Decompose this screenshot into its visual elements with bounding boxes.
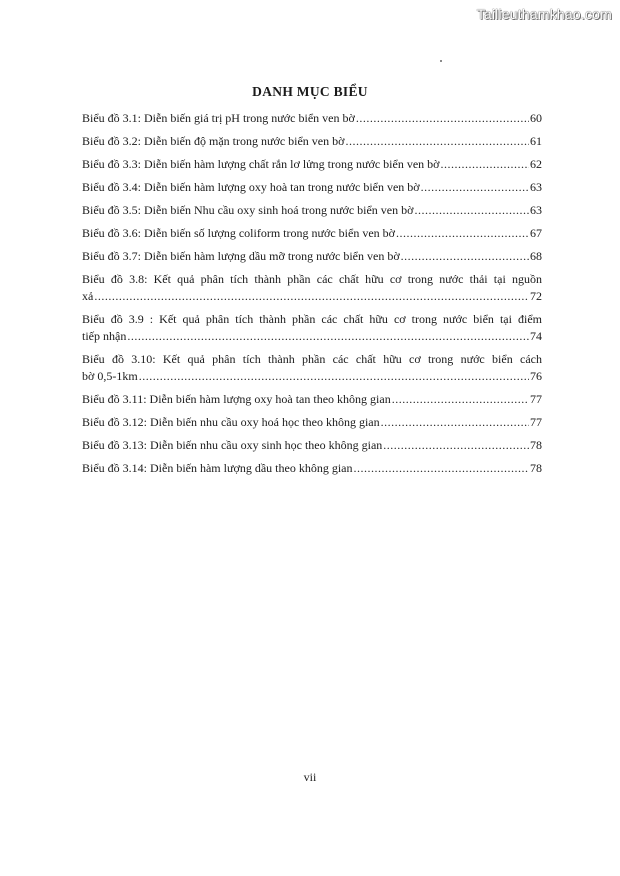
entry-page: 67 bbox=[530, 226, 542, 240]
entry-page: 77 bbox=[530, 392, 542, 406]
leader-dots bbox=[401, 248, 529, 265]
list-item[interactable] bbox=[82, 414, 542, 431]
entry-text-line-2: xả bbox=[82, 289, 94, 303]
watermark: Tailieuthamkhao.com bbox=[476, 6, 612, 22]
entry-page: 72 bbox=[530, 289, 542, 303]
entry-text: Biểu đồ 3.14: Diễn biến hàm lượng dầu theo không gian bbox=[82, 461, 353, 475]
entry-page: 78 bbox=[530, 461, 542, 475]
leader-dots bbox=[421, 179, 529, 196]
list-item[interactable] bbox=[82, 311, 542, 345]
entry-text: Biểu đồ 3.7: Diễn biến hàm lượng dầu mỡ trong nước biển ven bờ bbox=[82, 249, 400, 263]
leader-dots bbox=[396, 225, 529, 242]
leader-dots bbox=[441, 156, 530, 173]
entry-page: 76 bbox=[530, 369, 542, 383]
entry-page: 74 bbox=[530, 329, 542, 343]
entry-text: Biểu đồ 3.5: Diễn biến Nhu cầu oxy sinh hoá trong nước biển ven bờ bbox=[82, 203, 414, 217]
entry-text: Biểu đồ 3.12: Diễn biến nhu cầu oxy hoá học theo không gian bbox=[82, 415, 380, 429]
chart-list bbox=[82, 110, 542, 477]
entry-text: Biểu đồ 3.2: Diễn biến độ mặn trong nước biển ven bờ bbox=[82, 134, 345, 148]
entry-text-line-1: Biểu đồ 3.8: Kết quả phân tích thành phần các chất hữu cơ trong nước thải tại nguồn bbox=[82, 272, 542, 286]
page-title: DANH MỤC BIỂU bbox=[252, 84, 368, 99]
entry-page: 63 bbox=[530, 203, 542, 217]
entry-page: 77 bbox=[530, 415, 542, 429]
entry-page: 60 bbox=[530, 111, 542, 125]
speck-mark bbox=[440, 60, 442, 62]
leader-dots bbox=[383, 437, 529, 454]
list-item[interactable] bbox=[82, 271, 542, 305]
leader-dots bbox=[356, 110, 529, 127]
leader-dots bbox=[345, 133, 529, 150]
entry-page: 63 bbox=[530, 180, 542, 194]
entry-text-line-2: bờ 0,5-1km bbox=[82, 369, 138, 383]
leader-dots bbox=[381, 414, 529, 431]
list-item[interactable] bbox=[82, 391, 542, 408]
list-item[interactable] bbox=[82, 437, 542, 454]
entry-page: 61 bbox=[530, 134, 542, 148]
entry-page: 62 bbox=[530, 157, 542, 171]
leader-dots bbox=[392, 391, 529, 408]
page-number: vii bbox=[303, 770, 317, 784]
list-item[interactable] bbox=[82, 156, 542, 173]
list-item[interactable] bbox=[82, 351, 542, 385]
entry-text: Biểu đồ 3.4: Diễn biến hàm lượng oxy hoà tan trong nước biển ven bờ bbox=[82, 180, 420, 194]
leader-dots bbox=[127, 328, 529, 345]
entry-text-line-1: Biểu đồ 3.9 : Kết quả phân tích thành phần các chất hữu cơ trong nước biển tại điểm bbox=[82, 312, 542, 326]
leader-dots bbox=[353, 460, 529, 477]
entry-text: Biểu đồ 3.3: Diễn biến hàm lượng chất rắn lơ lửng trong nước biển ven bờ bbox=[82, 157, 440, 171]
entry-page: 68 bbox=[530, 249, 542, 263]
list-item[interactable] bbox=[82, 133, 542, 150]
entry-text: Biểu đồ 3.13: Diễn biến nhu cầu oxy sinh học theo không gian bbox=[82, 438, 383, 452]
entry-text: Biểu đồ 3.6: Diễn biến số lượng coliform trong nước biển ven bờ bbox=[82, 226, 395, 240]
list-item[interactable] bbox=[82, 460, 542, 477]
leader-dots bbox=[414, 202, 529, 219]
entry-text-line-1: Biểu đồ 3.10: Kết quả phân tích thành phần các chất hữu cơ trong nước biển cách bbox=[82, 352, 542, 366]
list-item[interactable] bbox=[82, 110, 542, 127]
entry-text-line-2: tiếp nhận bbox=[82, 329, 127, 343]
leader-dots bbox=[139, 368, 529, 385]
entry-page: 78 bbox=[530, 438, 542, 452]
list-item[interactable] bbox=[82, 202, 542, 219]
leader-dots bbox=[94, 288, 529, 305]
list-item[interactable] bbox=[82, 179, 542, 196]
list-item[interactable] bbox=[82, 248, 542, 265]
list-item[interactable] bbox=[82, 225, 542, 242]
entry-text: Biểu đồ 3.1: Diễn biến giá trị pH trong nước biển ven bờ bbox=[82, 111, 355, 125]
entry-text: Biểu đồ 3.11: Diễn biến hàm lượng oxy hoà tan theo không gian bbox=[82, 392, 391, 406]
